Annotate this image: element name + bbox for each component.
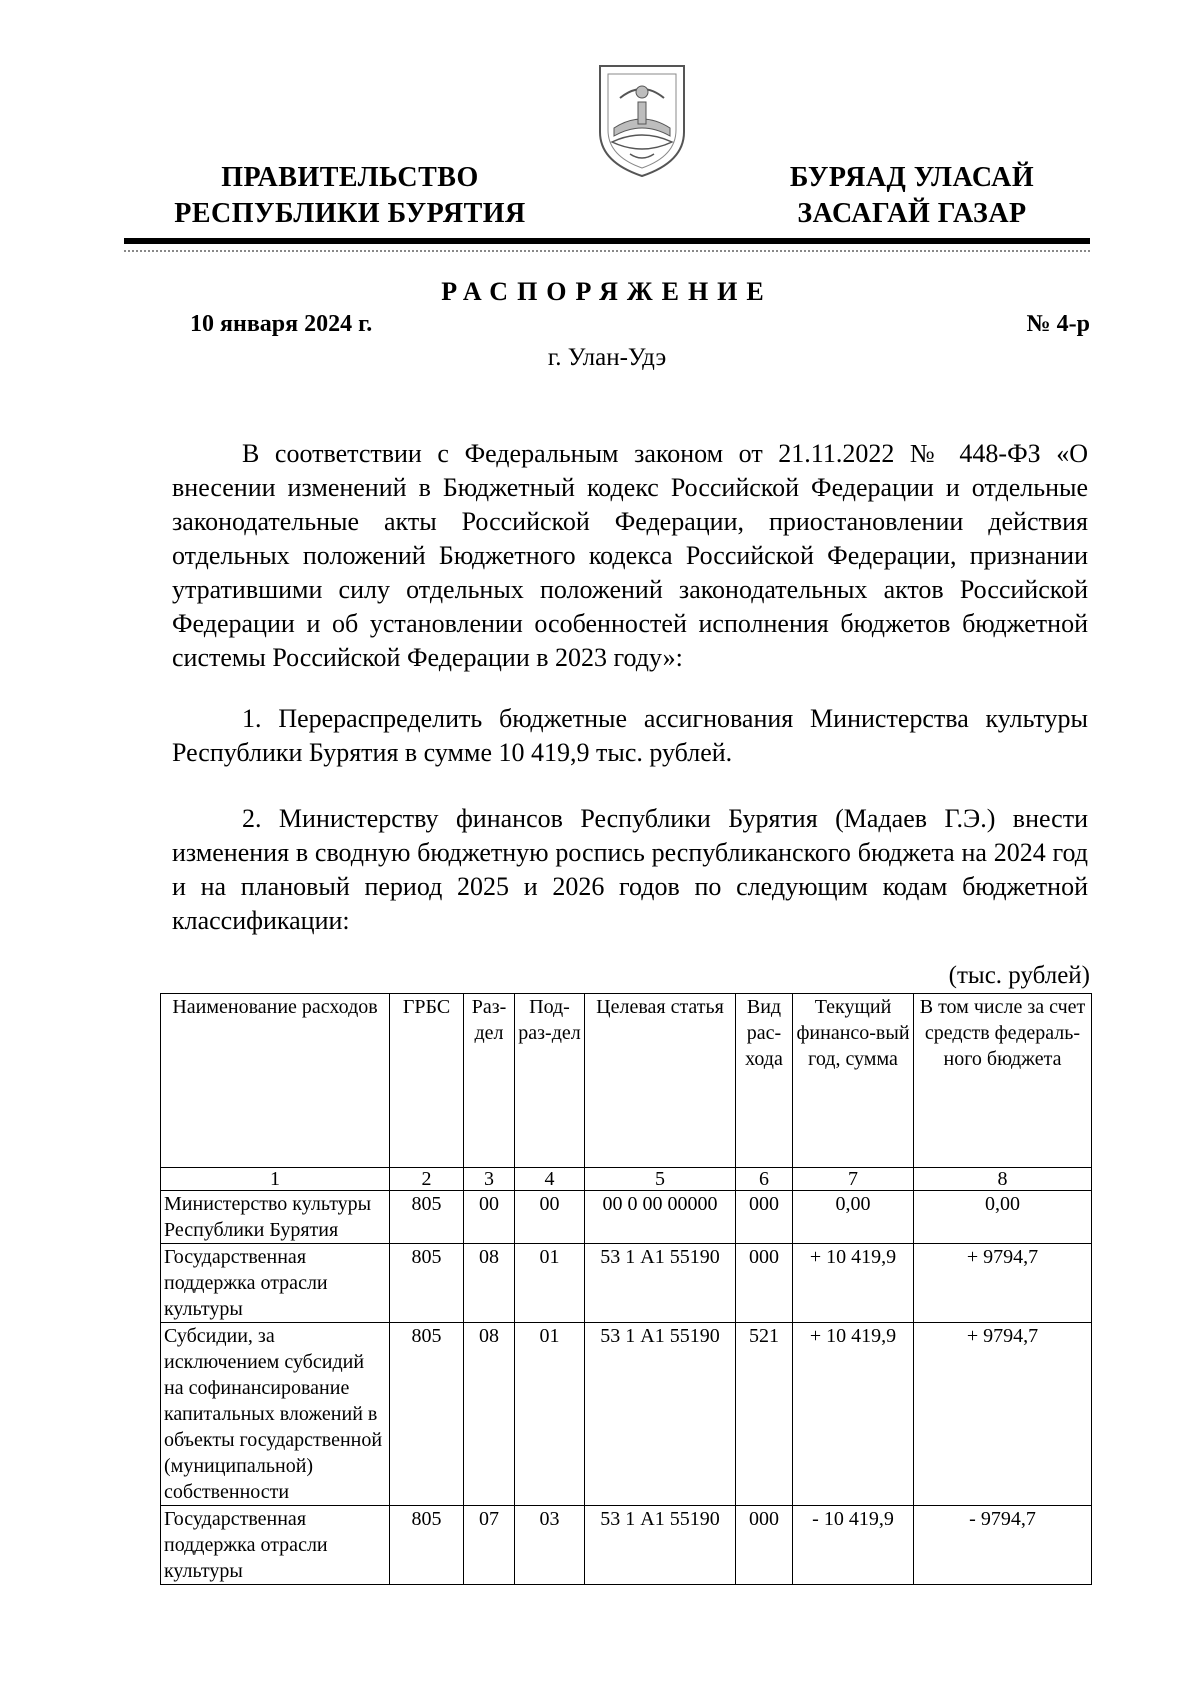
budget-table <box>160 993 1092 1585</box>
column-header: Раз-дел <box>464 994 515 1168</box>
table-cell: 805 <box>390 1506 464 1585</box>
table-header-row <box>161 994 1092 1168</box>
org-name-bua-line2: ЗАСАГАЙ ГАЗАР <box>797 198 1027 229</box>
table-cell: Министерство культуры Республики Бурятия <box>161 1191 390 1244</box>
document-number: № 4-р <box>1026 311 1090 337</box>
table-unit: (тыс. рублей) <box>948 962 1090 989</box>
table-cell: 53 1 А1 55190 <box>585 1323 736 1506</box>
table-cell: Государственная поддержка отрасли культуры <box>161 1244 390 1323</box>
table-cell: 00 <box>515 1191 585 1244</box>
table-cell: 01 <box>515 1323 585 1506</box>
table-cell: 000 <box>736 1244 793 1323</box>
table-cell: 00 0 00 00000 <box>585 1191 736 1244</box>
column-number: 4 <box>515 1168 585 1191</box>
table-cell: 08 <box>464 1323 515 1506</box>
item-1-text: 1. Перераспределить бюджетные ассигнования Министерства культуры Республики Бурятия в сумме 10 419,9 тыс. рублей. <box>172 704 1088 767</box>
document-city: г. Улан-Удэ <box>547 344 667 371</box>
column-number: 5 <box>585 1168 736 1191</box>
column-number: 6 <box>736 1168 793 1191</box>
table-cell: 01 <box>515 1244 585 1323</box>
column-number: 8 <box>914 1168 1092 1191</box>
table-cell: 000 <box>736 1506 793 1585</box>
document-date: 10 января 2024 г. <box>190 311 373 337</box>
column-header: Под-раз-дел <box>515 994 585 1168</box>
column-header: ГРБС <box>390 994 464 1168</box>
column-header: В том числе за счет средств федераль-ного бюджета <box>914 994 1092 1168</box>
org-name-bua-line1: БУРЯАД УЛАСАЙ <box>789 162 1035 193</box>
column-header: Целевая статья <box>585 994 736 1168</box>
org-name-bua <box>742 160 1082 232</box>
table-cell: 805 <box>390 1244 464 1323</box>
item-2-paragraph <box>172 802 1088 938</box>
table-cell: 08 <box>464 1244 515 1323</box>
table-cell: 0,00 <box>914 1191 1092 1244</box>
column-number: 3 <box>464 1168 515 1191</box>
table-row <box>161 1191 1092 1244</box>
org-name-ru <box>150 160 550 232</box>
table-row <box>161 1244 1092 1323</box>
intro-text: В соответствии с Федеральным законом от 21.11.2022 № 448-ФЗ «О внесении изменений в Бюджетный кодекс Российской Федерации и отдельные законодательные акты Российской Федерации, приостановлении действия отдельных положений Бюджетного кодекса Российской Федерации, признании утратившими силу отдельных положений законодательных актов Российской Федерации и об установлении особенностей исполнения бюджетов бюджетной системы Российской Федерации в 2023 году»: <box>172 439 1088 672</box>
column-number: 1 <box>161 1168 390 1191</box>
table-cell: + 9794,7 <box>914 1244 1092 1323</box>
table-cell: + 10 419,9 <box>793 1323 914 1506</box>
header-divider <box>124 238 1090 244</box>
document-title: РАСПОРЯЖЕНИЕ <box>441 277 773 306</box>
column-header: Вид рас-хода <box>736 994 793 1168</box>
column-number-row <box>161 1168 1092 1191</box>
header-divider-dotted <box>124 250 1090 252</box>
column-header: Наименование расходов <box>161 994 390 1168</box>
org-name-ru-line2: РЕСПУБЛИКИ БУРЯТИЯ <box>174 198 526 229</box>
column-number: 2 <box>390 1168 464 1191</box>
column-number: 7 <box>793 1168 914 1191</box>
item-2-text: 2. Министерству финансов Республики Бурятия (Мадаев Г.Э.) внести изменения в сводную бюджетную роспись республиканского бюджета на 2024 год и на плановый период 2025 и 2026 годов по следующим кодам бюджетной классификации: <box>172 804 1088 935</box>
table-cell: 03 <box>515 1506 585 1585</box>
table-cell: 521 <box>736 1323 793 1506</box>
table-cell: 00 <box>464 1191 515 1244</box>
table-cell: 000 <box>736 1191 793 1244</box>
table-cell: 0,00 <box>793 1191 914 1244</box>
table-cell: + 9794,7 <box>914 1323 1092 1506</box>
table-cell: 53 1 А1 55190 <box>585 1244 736 1323</box>
table-cell: 07 <box>464 1506 515 1585</box>
table-row <box>161 1506 1092 1585</box>
intro-paragraph <box>172 437 1088 675</box>
table-cell: Государственная поддержка отрасли культуры <box>161 1506 390 1585</box>
org-name-ru-line1: ПРАВИТЕЛЬСТВО <box>221 162 479 193</box>
coat-of-arms-icon <box>590 58 694 180</box>
table-row <box>161 1323 1092 1506</box>
table-cell: Субсидии, за исключением субсидий на софинансирование капитальных вложений в объекты государственной (муниципальной) собственности <box>161 1323 390 1506</box>
table-cell: - 9794,7 <box>914 1506 1092 1585</box>
table-cell: 805 <box>390 1191 464 1244</box>
table-cell: 53 1 А1 55190 <box>585 1506 736 1585</box>
table-cell: + 10 419,9 <box>793 1244 914 1323</box>
table-cell: 805 <box>390 1323 464 1506</box>
column-header: Текущий финансо-вый год, сумма <box>793 994 914 1168</box>
item-1-paragraph <box>172 702 1088 770</box>
table-cell: - 10 419,9 <box>793 1506 914 1585</box>
